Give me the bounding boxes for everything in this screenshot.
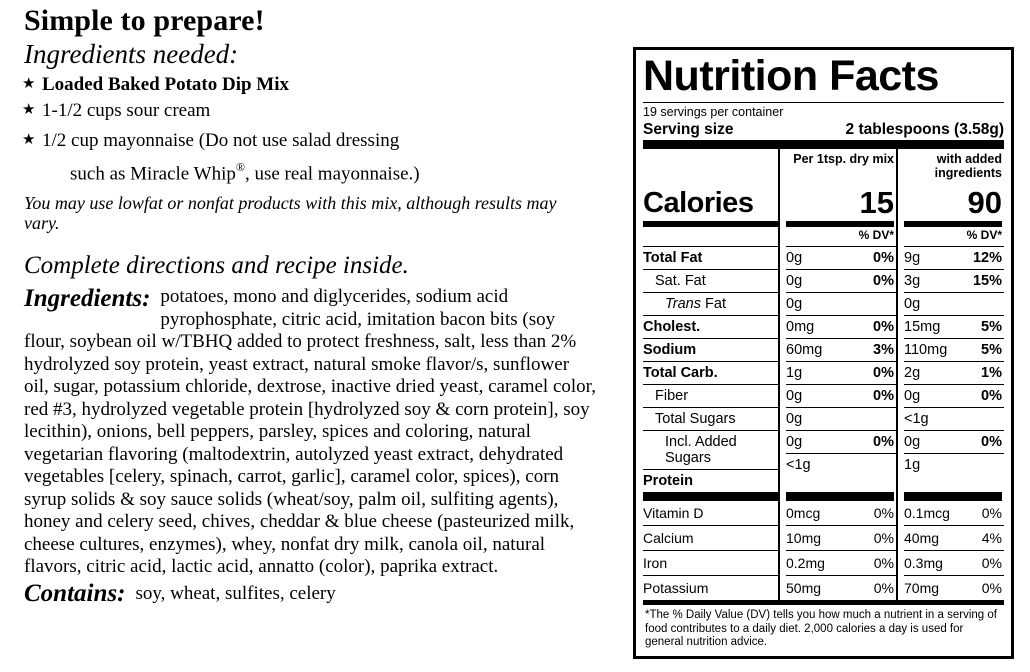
nutrient-value-row (786, 315, 896, 338)
nutrient-amount: 0g (786, 434, 803, 450)
vitamin-value-row (786, 525, 896, 550)
vitamin-value-row (904, 525, 1004, 550)
nutrient-label: Total Carb. (643, 365, 718, 381)
vitamin-amount: 0mcg (786, 505, 821, 521)
nutrient-amount: 0g (786, 250, 803, 266)
nutrient-name (643, 384, 778, 407)
vitamin-daily-value: 0% (873, 505, 894, 521)
nutrient-amount: 110mg (904, 342, 948, 358)
nutrient-amount: 1g (904, 457, 921, 473)
sep-cell (896, 492, 1004, 501)
nutrient-amount: 0g (786, 296, 803, 312)
serving-size-row (643, 120, 1004, 140)
nutrient-amount: 1g (786, 365, 803, 381)
nutrient-daily-value: 0% (873, 434, 894, 450)
nutrient-value-row (904, 315, 1004, 338)
nutrient-label: Total Fat (643, 250, 703, 266)
dv-header-col2: % DV* (966, 228, 1002, 242)
nutrient-value-row (904, 338, 1004, 361)
vitamin-daily-value: 0% (981, 555, 1002, 571)
vitamin-amount: 40mg (904, 530, 940, 546)
nutrient-daily-value: 3% (873, 342, 894, 358)
calories-value-col1: 15 (859, 185, 894, 220)
vitamin-daily-value: 0% (981, 505, 1002, 521)
ingredients-statement-text: potatoes, mono and diglycerides, sodium acid pyrophosphate, citric acid, imitation bacon bits (soy flour, soybean oil w/TBHQ added to protect freshness, salt, less than 2% hydrolyzed soy protein, yeast extract, natural smoke flavor/s, sunflower oil, sugar, potassium chloride, dextrose, inactive dried yeast, caramel color, red #3, hydrolyzed vegetable protein [hydrolyzed soy & corn protein], soy lecithin), onions, bell peppers, parsley, spices and coloring, natural vegetarian flavoring (maltodextrin, autolyzed yeast extract, dehydrated vegetables [celery, spinach, carrot, garlic], caramel color, spices), corn syrup solids & soy sauce solids (wheat/soy, palm oil, sulfiting agents), honey and celery seed, chives, cheddar & blue cheese (pasteurized milk, cheese cultures, enzymes), whey, nonfat dry milk, canola oil, natural flavors, citric acid, lactic acid, annatto (color), paprika extract. (24, 286, 596, 578)
nutrient-name (643, 407, 778, 430)
dv-header-col1: % DV* (858, 228, 894, 242)
nutrient-amount: 0g (904, 296, 921, 312)
vitamin-values-column-2 (896, 501, 1004, 600)
nutrient-name (643, 469, 778, 492)
star-bullet-icon: ★ (22, 132, 36, 148)
ingredients-statement-label: Ingredients: (24, 285, 151, 313)
nutrient-value-row (786, 338, 896, 361)
nutrient-daily-value: 0% (981, 434, 1002, 450)
nutrient-value-row (904, 246, 1004, 269)
nutrient-amount: 0g (904, 388, 921, 404)
star-bullet-icon: ★ (22, 76, 36, 92)
vitamin-amount: 70mg (904, 580, 940, 596)
nutrient-value-row (904, 384, 1004, 407)
nutrient-amount: 0mg (786, 319, 815, 335)
nutrient-label: Sat. Fat (655, 273, 706, 289)
thick-divider (643, 140, 1004, 149)
nutrient-label: Incl. Added Sugars (665, 434, 737, 466)
column-1-cell (778, 149, 896, 246)
vitamin-amount: 0.2mg (786, 555, 825, 571)
vitamins-section (643, 501, 1004, 600)
nutrient-daily-value: 0% (873, 388, 894, 404)
vitamin-label: Vitamin D (643, 505, 704, 521)
ingredients-needed-list (22, 72, 616, 153)
nutrient-value-row (904, 430, 1004, 453)
bar-wrap (904, 492, 1004, 501)
vitamin-daily-value: 0% (873, 580, 894, 596)
vitamin-label: Calcium (643, 530, 694, 546)
star-bullet-icon: ★ (22, 102, 36, 118)
vitamin-name-column (643, 501, 778, 600)
thick-divider (786, 492, 894, 501)
nutrient-label: Fiber (655, 388, 689, 404)
nutrient-value-row (786, 292, 896, 315)
ingredient-text: Loaded Baked Potato Dip Mix (42, 74, 290, 95)
registered-trademark-icon: ® (235, 160, 245, 174)
vitamin-name (643, 575, 778, 600)
ingredients-statement (24, 286, 596, 579)
nutrient-name-column (643, 246, 778, 492)
nutrient-value-row (904, 361, 1004, 384)
nutrition-facts-panel (633, 47, 1014, 659)
vitamin-name (643, 501, 778, 525)
nutrient-daily-value: 0% (873, 365, 894, 381)
calories-label: Calories (643, 187, 754, 219)
vitamin-values-column-1 (778, 501, 896, 600)
vitamin-value-row (904, 550, 1004, 575)
calories-label-cell (643, 149, 778, 246)
ingredient-text: 1-1/2 cups sour cream (42, 100, 211, 121)
vitamin-value-row (786, 550, 896, 575)
vitamin-label: Iron (643, 555, 668, 571)
nutrient-name (643, 430, 778, 469)
contains-label: Contains: (24, 579, 126, 607)
recipe-headline: Simple to prepare! (24, 4, 265, 37)
nutrient-daily-value: 0% (981, 388, 1002, 404)
vitamin-value-row (904, 575, 1004, 600)
nutrient-name (643, 361, 778, 384)
daily-value-footnote: *The % Daily Value (DV) tells you how much a nutrient in a serving of food contributes to a daily diet. 2,000 calories a day is used for general nutrition advice. (643, 600, 1004, 651)
contains-text: soy, wheat, sulfites, celery (135, 582, 336, 604)
vitamin-value-row (786, 501, 896, 525)
nutrient-amount: 0g (904, 434, 921, 450)
nutrient-daily-value: 0% (873, 250, 894, 266)
nutrient-value-row (904, 292, 1004, 315)
nutrient-name (643, 292, 778, 315)
nutrient-name (643, 338, 778, 361)
nutrient-value-row (786, 361, 896, 384)
nutrient-amount: 3g (904, 273, 921, 289)
lowfat-note: You may use lowfat or nonfat products with this mix, although results may vary. (24, 193, 557, 234)
mayo-note-pre: such as Miracle Whip (70, 163, 236, 185)
nutrient-label: Cholest. (643, 319, 701, 335)
ingredient-text: 1/2 cup mayonnaise (Do not use salad dressing (42, 130, 400, 151)
nutrient-daily-value: 5% (981, 319, 1002, 335)
nutrient-daily-value: 1% (981, 365, 1002, 381)
vitamin-amount: 0.3mg (904, 555, 943, 571)
nutrient-name (643, 246, 778, 269)
vitamin-label: Potassium (643, 580, 709, 596)
vitamin-name (643, 525, 778, 550)
nutrient-amount: <1g (904, 411, 929, 427)
nutrient-value-row (786, 407, 896, 430)
nutrient-amount: 15mg (904, 319, 941, 335)
nutrient-value-row (786, 430, 896, 453)
vitamin-value-row (904, 501, 1004, 525)
mayo-note-post: , use real mayonnaise.) (244, 163, 420, 185)
complete-directions-note: Complete directions and recipe inside. (24, 252, 409, 280)
list-item (22, 72, 616, 97)
serving-size-label: Serving size (643, 121, 734, 138)
calories-section (643, 149, 1004, 246)
vitamin-amount: 50mg (786, 580, 822, 596)
mayonnaise-note-line (70, 155, 616, 187)
nutrient-values-column-1 (778, 246, 896, 492)
nutrient-name (643, 269, 778, 292)
nutrient-name (643, 315, 778, 338)
column-2-header: with added ingredients (934, 152, 1002, 180)
calories-value-col2: 90 (967, 185, 1002, 220)
vitamin-name (643, 550, 778, 575)
vitamin-value-row (786, 575, 896, 600)
nutrient-amount: 2g (904, 365, 921, 381)
nutrient-values-column-2 (896, 246, 1004, 492)
nutrient-amount: 0g (786, 388, 803, 404)
nutrient-label: Sodium (643, 342, 697, 358)
nutrient-daily-value: 15% (972, 273, 1002, 289)
column-2-cell (896, 149, 1004, 246)
vitamin-daily-value: 0% (873, 530, 894, 546)
vitamin-daily-value: 0% (981, 580, 1002, 596)
vitamin-separator-section (643, 492, 1004, 501)
vitamin-daily-value: 0% (873, 555, 894, 571)
contains-statement (24, 580, 596, 607)
nutrient-daily-value: 5% (981, 342, 1002, 358)
nutrient-label: Total Sugars (655, 411, 736, 427)
list-item (22, 98, 616, 123)
nutrient-amount: 0g (786, 273, 803, 289)
nutrient-daily-value: 0% (873, 273, 894, 289)
nutrient-amount: 9g (904, 250, 921, 266)
nutrient-amount: <1g (786, 457, 811, 473)
sep-cell (643, 492, 778, 501)
nutrition-facts-title: Nutrition Facts (643, 52, 939, 100)
bar-wrap (786, 492, 896, 501)
nutrient-amount: 60mg (786, 342, 823, 358)
nutrient-label: Trans Fat (665, 296, 726, 312)
nutrient-value-row (904, 407, 1004, 430)
ingredients-needed-heading: Ingredients needed: (24, 39, 239, 69)
nutrient-rows-section (643, 246, 1004, 492)
vitamin-daily-value: 4% (981, 530, 1002, 546)
nutrient-value-row (786, 384, 896, 407)
dv-header-spacer (643, 227, 778, 246)
nutrient-value-row (786, 453, 896, 476)
nutrient-daily-value: 0% (873, 319, 894, 335)
nutrient-label: Protein (643, 473, 693, 489)
thick-divider (643, 492, 778, 501)
list-item (22, 128, 616, 153)
serving-size-value: 2 tablespoons (3.58g) (845, 121, 1004, 138)
servings-per-container: 19 servings per container (643, 105, 784, 119)
vitamin-amount: 10mg (786, 530, 822, 546)
thick-divider (904, 492, 1002, 501)
column-1-header: Per 1tsp. dry mix (793, 152, 894, 166)
vitamin-amount: 0.1mcg (904, 505, 950, 521)
nutrient-value-row (786, 246, 896, 269)
nutrient-amount: 0g (786, 411, 803, 427)
nutrient-value-row (904, 269, 1004, 292)
nutrient-value-row (786, 269, 896, 292)
nutrient-daily-value: 12% (972, 250, 1002, 266)
sep-cell (778, 492, 896, 501)
trans-italic: Trans (665, 296, 701, 312)
nutrient-value-row (904, 453, 1004, 476)
